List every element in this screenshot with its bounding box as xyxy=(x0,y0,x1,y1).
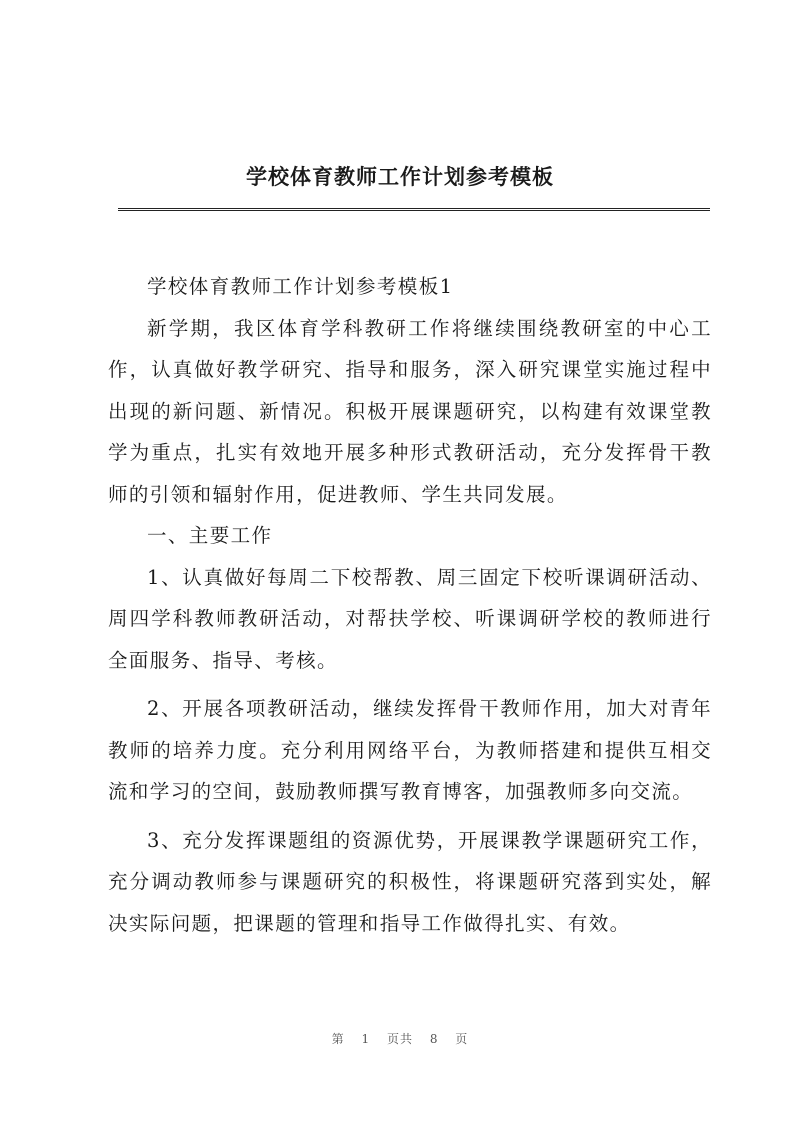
footer-total-pages: 8 xyxy=(429,1032,439,1046)
work-item-1: 1、认真做好每周二下校帮教、周三固定下校听课调研活动、周四学科教师教研活动，对帮扶学校、听课调研学校的教师进行全面服务、指导、考核。 xyxy=(108,565,712,672)
intro-paragraph: 新学期，我区体育学科教研工作将继续围绕教研室的中心工作，认真做好教学研究、指导和服务，深入研究课堂实施过程中出现的新问题、新情况。积极开展课题研究，以构建有效课堂教学为重点，扎实有效地开展多种形式教研活动，充分发挥骨干教师的引领和辐射作用，促进教师、学生共同发展。 xyxy=(108,316,712,506)
footer-current-page: 1 xyxy=(361,1032,371,1046)
footer-middle: 页共 xyxy=(386,1032,413,1046)
section-heading: 学校体育教师工作计划参考模板1 xyxy=(147,275,454,298)
main-work-heading: 一、主要工作 xyxy=(147,524,273,547)
work-item-3: 3、充分发挥课题组的资源优势，开展课教学课题研究工作，充分调动教师参与课题研究的积极性，将课题研究落到实处，解决实际问题，把课题的管理和指导工作做得扎实、有效。 xyxy=(108,828,712,935)
footer-suffix: 页 xyxy=(455,1032,469,1046)
document-body xyxy=(108,266,712,944)
page-footer xyxy=(0,1030,800,1047)
document-title: 学校体育教师工作计划参考模板 xyxy=(246,164,554,189)
title-divider xyxy=(118,208,710,211)
work-item-2: 2、开展各项教研活动，继续发挥骨干教师作用，加大对青年教师的培养力度。充分利用网络平台，为教师搭建和提供互相交流和学习的空间，鼓励教师撰写教育博客，加强教师多向交流。 xyxy=(108,697,712,803)
footer-prefix: 第 xyxy=(331,1032,345,1046)
